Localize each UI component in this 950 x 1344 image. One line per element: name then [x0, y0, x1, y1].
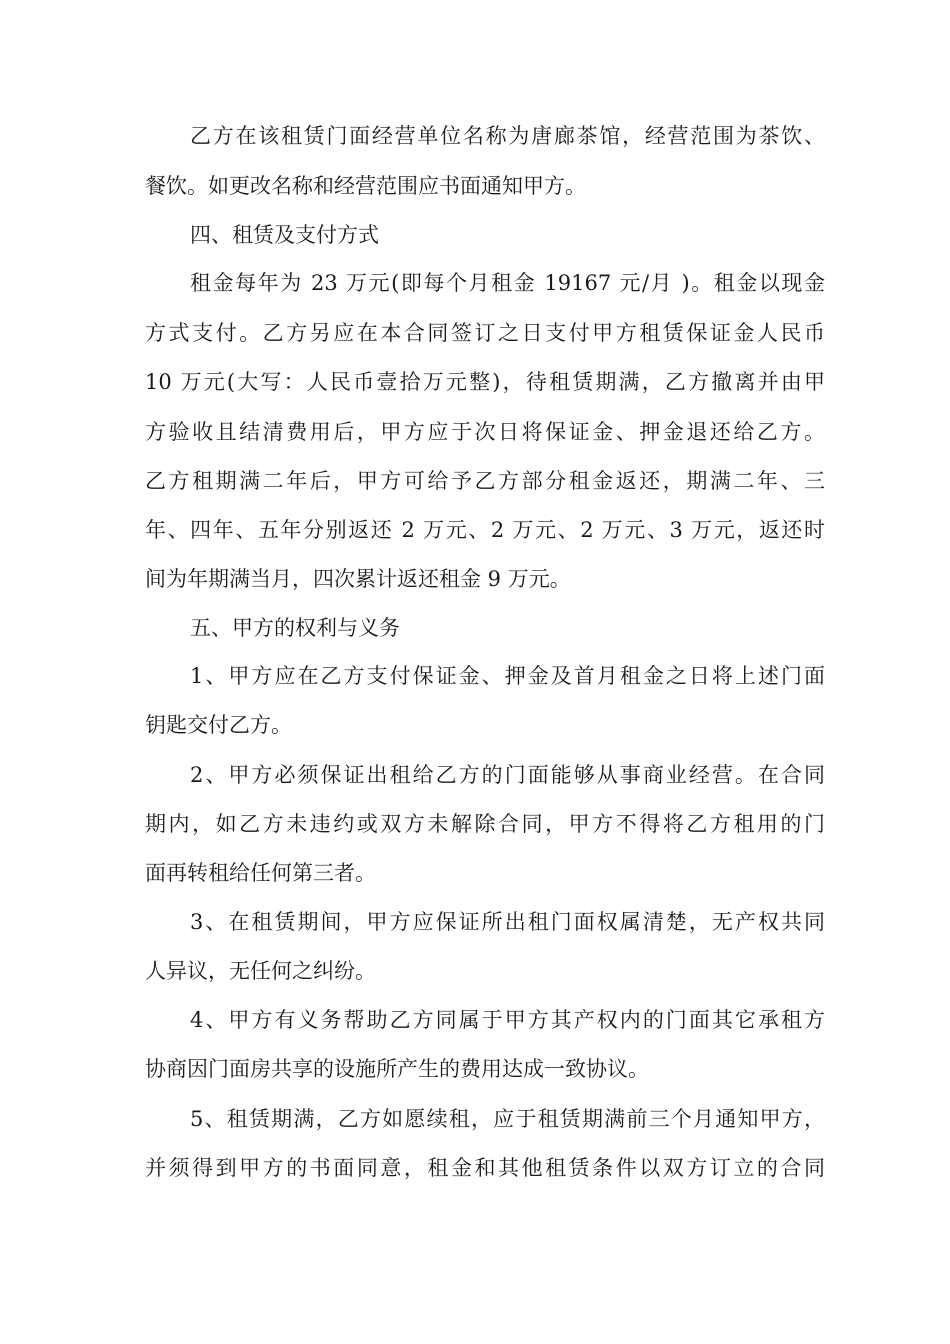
paragraph-line: 年、四年、五年分别返还 2 万元、2 万元、2 万元、3 万元，返还时	[145, 518, 825, 542]
paragraph-line: 人异议，无任何之纠纷。	[145, 959, 376, 983]
paragraph-line: 3、在租赁期间，甲方应保证所出租门面权属清楚，无产权共同	[190, 910, 825, 934]
paragraph-line: 2、甲方必须保证出租给乙方的门面能够从事商业经营。在合同	[190, 763, 825, 787]
paragraph-line: 钥匙交付乙方。	[145, 713, 292, 737]
paragraph-line: 并须得到甲方的书面同意，租金和其他租赁条件以双方订立的合同	[145, 1156, 825, 1180]
paragraph-line: 4、甲方有义务帮助乙方同属于甲方其产权内的门面其它承租方	[190, 1008, 825, 1032]
paragraph-line: 乙方在该租赁门面经营单位名称为唐廊茶馆，经营范围为茶饮、	[190, 124, 825, 148]
paragraph-line: 协商因门面房共享的设施所产生的费用达成一致协议。	[145, 1057, 649, 1081]
paragraph-line: 10 万元(大写：人民币壹拾万元整)，待租赁期满，乙方撤离并由甲	[145, 370, 825, 394]
paragraph-line: 面再转租给任何第三者。	[145, 861, 376, 885]
paragraph-line: 间为年期满当月，四次累计返还租金 9 万元。	[145, 567, 571, 591]
paragraph-line: 期内，如乙方未违约或双方未解除合同，甲方不得将乙方租用的门	[145, 812, 825, 836]
paragraph-line: 5、租赁期满，乙方如愿续租，应于租赁期满前三个月通知甲方，	[190, 1107, 825, 1131]
paragraph-line: 乙方租期满二年后，甲方可给予乙方部分租金返还，期满二年、三	[145, 469, 825, 493]
paragraph-line: 1、甲方应在乙方支付保证金、押金及首月租金之日将上述门面	[190, 664, 825, 688]
paragraph-line: 方式支付。乙方另应在本合同签订之日支付甲方租赁保证金人民币	[145, 321, 825, 345]
section-heading: 五、甲方的权利与义务	[190, 616, 400, 640]
section-heading: 四、租赁及支付方式	[190, 223, 379, 247]
paragraph-line: 餐饮。如更改名称和经营范围应书面通知甲方。	[145, 174, 586, 198]
paragraph-line: 方验收且结清费用后，甲方应于次日将保证金、押金退还给乙方。	[145, 420, 825, 444]
paragraph-line: 租金每年为 23 万元(即每个月租金 19167 元/月 )。租金以现金	[190, 271, 825, 295]
